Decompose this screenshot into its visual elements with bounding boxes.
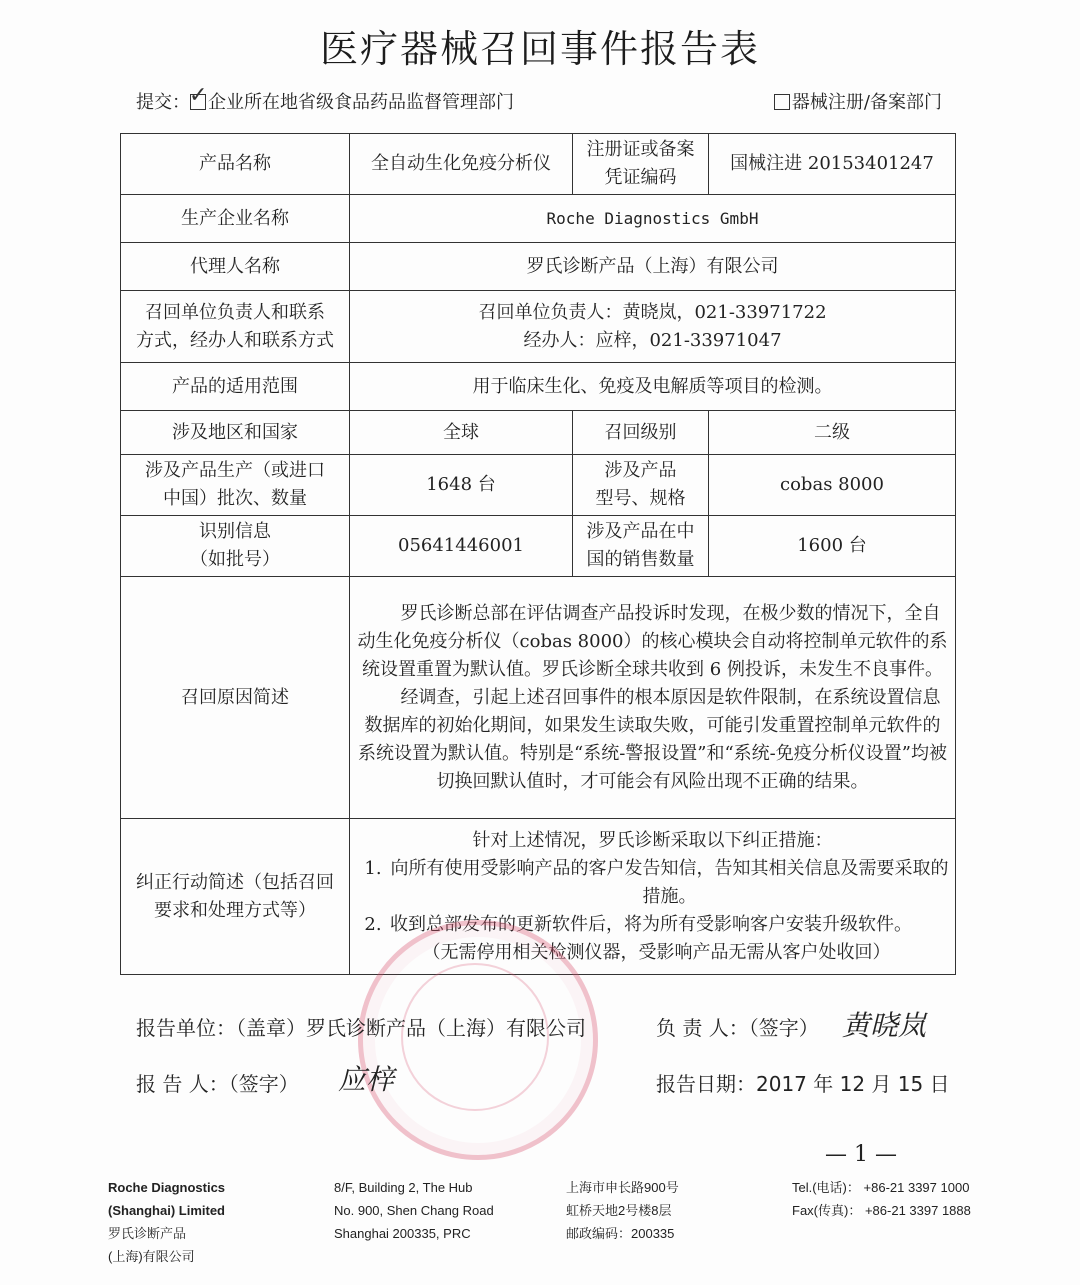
report-unit-value: 罗氏诊断产品（上海）有限公司	[306, 1016, 586, 1040]
row-region	[121, 411, 956, 455]
footer-address-cn: 上海市申长路900号 虹桥天地2号楼8层 邮政编码：200335	[566, 1180, 679, 1241]
model-label: 涉及产品 型号、规格	[573, 455, 709, 516]
batch-value: 1648 台	[350, 455, 573, 516]
id-label: 识别信息 （如批号）	[121, 516, 350, 577]
letterhead-footer	[0, 1172, 1080, 1285]
reason-paragraph-1: 罗氏诊断总部在评估调查产品投诉时发现，在极少数的情况下，全自动生化免疫分析仪（cobas 8000）的核心模块会自动将控制单元软件的系统设置重置为默认值。罗氏诊断全球共收到 6 例投诉，未发生不良事件。	[357, 602, 948, 680]
scope-value: 用于临床生化、免疫及电解质等项目的检测。	[350, 363, 956, 411]
region-value: 全球	[350, 411, 573, 455]
action-value	[350, 819, 956, 975]
footer-company: Roche Diagnostics (Shanghai) Limited 罗氏诊断产品 (上海)有限公司	[108, 1180, 226, 1264]
region-label: 涉及地区和国家	[121, 411, 350, 455]
row-reason	[121, 577, 956, 819]
china-sales-value: 1600 台	[709, 516, 956, 577]
reporter-signature: 应梓	[338, 1063, 395, 1096]
china-sales-label: 涉及产品在中 国的销售数量	[573, 516, 709, 577]
row-identification	[121, 516, 956, 577]
leader-signature: 黄晓岚	[842, 1009, 927, 1042]
level-label: 召回级别	[573, 411, 709, 455]
model-value: cobas 8000	[709, 455, 956, 516]
footer-address-en: 8/F, Building 2, The Hub No. 900, Shen Chang Road Shanghai 200335, PRC	[334, 1180, 494, 1241]
report-date-label: 报告日期：	[656, 1072, 756, 1096]
id-value: 05641446001	[350, 516, 573, 577]
contact-label: 召回单位负责人和联系 方式，经办人和联系方式	[121, 291, 350, 363]
page-number: — 1 —	[825, 1142, 897, 1167]
reg-number-label: 注册证或备案 凭证编码	[573, 134, 709, 195]
scope-label: 产品的适用范围	[121, 363, 350, 411]
submit-row	[136, 83, 942, 114]
report-unit-label: 报告单位：（盖章）	[136, 1016, 306, 1040]
contact-value: 召回单位负责人：黄晓岚，021-33971722 经办人：应梓，021-33971047	[350, 291, 956, 363]
submit-option2-label: 器械注册/备案部门	[791, 92, 942, 113]
action-label: 纠正行动简述（包括召回 要求和处理方式等）	[121, 819, 350, 975]
page-title: 医疗器械召回事件报告表	[319, 27, 760, 71]
manufacturer-value: Roche Diagnostics GmbH	[350, 195, 956, 243]
row-agent	[121, 243, 956, 291]
report-unit-line	[136, 1012, 586, 1041]
level-value: 二级	[709, 411, 956, 455]
row-scope	[121, 363, 956, 411]
action-item: 1. 向所有使用受影响产品的客户发告知信，告知其相关信息及需要采取的措施。	[364, 857, 949, 907]
row-manufacturer	[121, 195, 956, 243]
submit-option1-label: 企业所在地省级食品药品监督管理部门	[208, 92, 514, 113]
report-date-value: 2017 年 12 月 15 日	[756, 1072, 950, 1096]
reason-paragraph-2: 经调查，引起上述召回事件的根本原因是软件限制，在系统设置信息数据库的初始化期间，如果发生读取失败，可能引发重置控制单元软件的系统设置为默认值。特别是“系统-警报设置”和“系统-免疫分析仪设置”均被切换回默认值时，才可能会有风险出现不正确的结果。	[358, 686, 947, 792]
agent-value: 罗氏诊断产品（上海）有限公司	[350, 243, 956, 291]
reason-value	[350, 577, 956, 819]
row-contact	[121, 291, 956, 363]
reporter-label: 报 告 人：（签字）	[136, 1072, 299, 1096]
reason-label: 召回原因简述	[121, 577, 350, 819]
row-action	[121, 819, 956, 975]
action-intro: 针对上述情况，罗氏诊断采取以下纠正措施：	[472, 829, 833, 851]
agent-label: 代理人名称	[121, 243, 350, 291]
submit-option-province	[136, 83, 514, 114]
submit-option-registration	[774, 88, 942, 114]
submit-prefix: 提交：	[136, 92, 190, 113]
leader-label: 负 责 人：（签字）	[656, 1016, 819, 1040]
action-note: （无需停用相关检测仪器，受影响产品无需从客户处收回）	[422, 941, 891, 963]
report-date-line	[656, 1068, 950, 1097]
footer-contact: Tel.(电话)： +86-21 3397 1000 Fax(传真)： +86-21 3397 1888	[792, 1180, 971, 1218]
row-batch	[121, 455, 956, 516]
checkbox-checked-icon[interactable]: ✓	[189, 83, 208, 108]
product-name-label: 产品名称	[121, 134, 350, 195]
reg-number-value: 国械注进 20153401247	[709, 134, 956, 195]
product-name-value: 全自动生化免疫分析仪	[350, 134, 573, 195]
action-item: 2. 收到总部发布的更新软件后，将为所有受影响客户安装升级软件。	[364, 913, 912, 935]
batch-label: 涉及产品生产（或进口 中国）批次、数量	[121, 455, 350, 516]
manufacturer-label: 生产企业名称	[121, 195, 350, 243]
row-product-name	[121, 134, 956, 195]
checkbox-empty-icon[interactable]	[774, 94, 790, 110]
recall-report-table	[120, 133, 956, 975]
